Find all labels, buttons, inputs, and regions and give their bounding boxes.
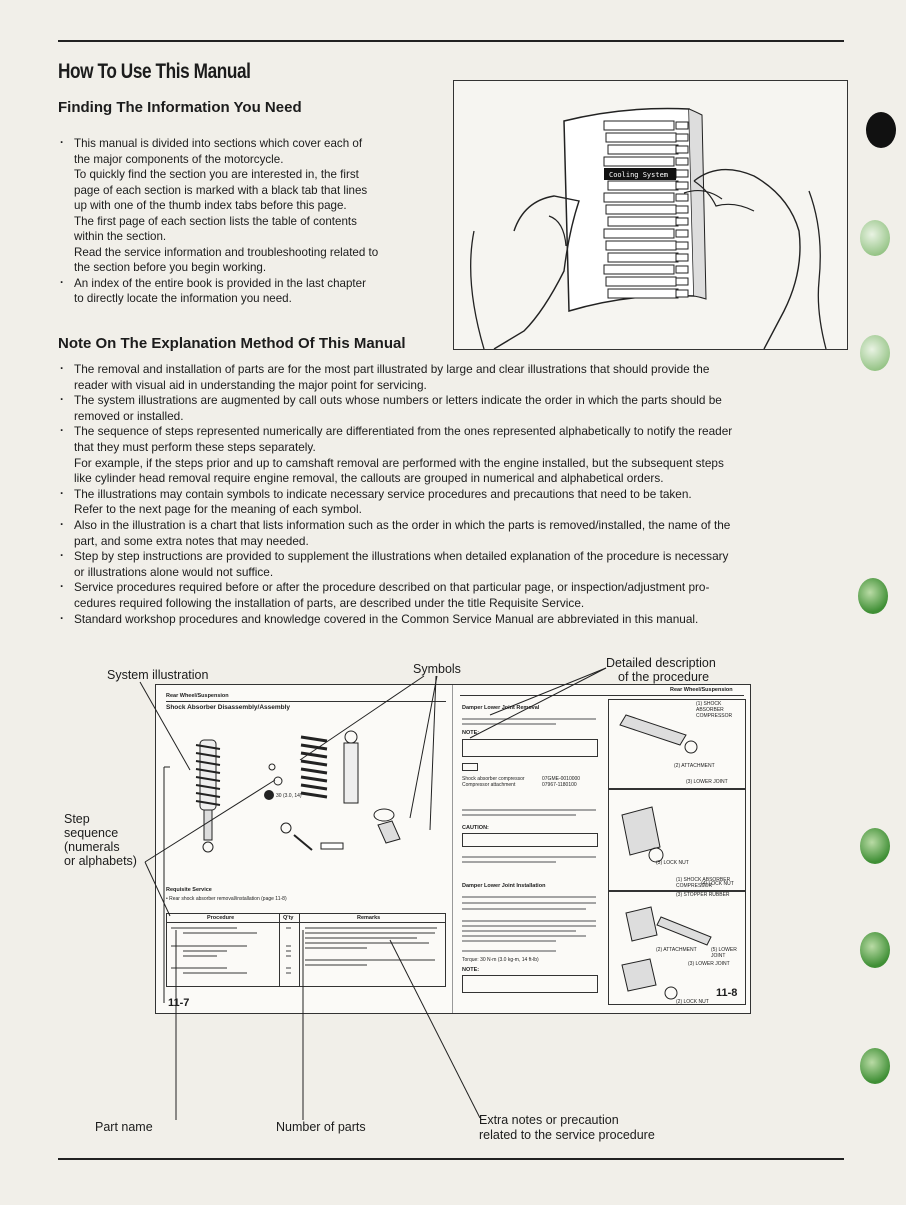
bullet-item: · The illustrations may contain symbols to indicate necessary service procedures and precautions that need to be taken. xyxy=(58,487,848,503)
bullet-item-line: or illustrations alone would not suffice. xyxy=(74,564,274,579)
bullet-item-line: like cylinder head removal require engine removal, the callouts are grouped in numerical and alphabetical orders. xyxy=(74,471,664,486)
right-heading-2: Damper Lower Joint Installation xyxy=(462,883,546,889)
requisite-service-heading: Requisite Service xyxy=(166,887,212,893)
label-detailed-description-1: Detailed description xyxy=(606,656,716,670)
table-header-remarks: Remarks xyxy=(357,915,381,921)
bullet-item: · The removal and installation of parts are for the most part illustrated by large and clear illustrations that should provide the xyxy=(58,362,848,378)
bottom-rule xyxy=(58,1158,844,1160)
figure-callout: (3) LOCK NUT xyxy=(656,860,689,866)
bullet-item: · An index of the entire book is provided in the last chapter xyxy=(58,276,443,292)
figure-callout: (1) SHOCK ABSORBER COMPRESSOR xyxy=(676,877,731,889)
label-step-sequence-3: (numerals xyxy=(64,840,120,854)
table-header-qty: Q'ty xyxy=(283,915,294,921)
figure-callout: (2) LOCK NUT xyxy=(676,999,709,1005)
left-page-header: Rear Wheel/Suspension xyxy=(166,693,229,699)
bullet-item-line: Read the service information and troubleshooting related to xyxy=(74,245,379,259)
figure-callout: (1) SHOCK ABSORBER COMPRESSOR xyxy=(696,701,733,719)
figure-callout: (2) ATTACHMENT xyxy=(674,763,715,769)
bullet-item-line: part, and some extra notes that may needed. xyxy=(74,533,309,548)
section2-heading: Note On The Explanation Method Of This Manual xyxy=(58,335,406,352)
figure-callout: (2) ATTACHMENT xyxy=(656,947,697,953)
bullet-item: · This manual is divided into sections which cover each of xyxy=(58,136,443,152)
right-page-number: 11-8 xyxy=(716,987,738,999)
bullet-item-line: the section before you begin working. xyxy=(74,261,267,274)
figure-callout: (3) STOPPER RUBBER xyxy=(676,892,730,898)
label-step-sequence-4: or alphabets) xyxy=(64,854,137,868)
figure-callout: (3) LOWER JOINT xyxy=(686,779,728,785)
label-extra-notes-2: related to the service procedure xyxy=(479,1128,655,1142)
tool-number-1: 07GME-0010000 xyxy=(542,776,581,782)
bullet-item-line: removed or installed. xyxy=(74,408,184,423)
caution-label: CAUTION: xyxy=(462,825,489,831)
section1-heading: Finding The Information You Need xyxy=(58,99,302,116)
bullet-item-line: to directly locate the information you need. xyxy=(74,292,292,305)
bullet-item-line: The first page of each section lists the table of contents xyxy=(74,214,357,228)
tool-name-2: Compressor attachment xyxy=(462,782,516,788)
note-label-2: NOTE: xyxy=(462,967,480,973)
label-system-illustration: System illustration xyxy=(107,668,209,682)
bullet-item-line: page of each section is marked with a black tab that lines xyxy=(74,183,368,197)
torque-callout: 30 (3.0, 14) xyxy=(276,793,302,799)
bullet-item-line: cedures required following the installation of parts, are described under the title Requisite Service. xyxy=(74,595,585,610)
bullet-item-line: Refer to the next page for the meaning of each symbol. xyxy=(74,502,362,517)
label-detailed-description-2: of the procedure xyxy=(618,670,710,684)
figure-callout: (4) LOCK NUT xyxy=(701,881,734,887)
figure-callout: (5) LOWER JOINT xyxy=(711,947,737,959)
bullet-item-line: the major components of the motorcycle. xyxy=(74,152,284,166)
left-page-subtitle: Shock Absorber Disassembly/Assembly xyxy=(166,704,291,711)
figure-callout: (3) LOWER JOINT xyxy=(688,961,730,967)
bullet-item: · The system illustrations are augmented by call outs whose numbers or letters indicate the order in which the parts should be xyxy=(58,393,848,409)
bullet-item-line: that they must perform these steps separately. xyxy=(74,439,316,454)
bullet-item-line: within the section. xyxy=(74,230,167,243)
bullet-item-line: To quickly find the section you are interested in, the first xyxy=(74,168,359,181)
requisite-service-text: • Rear shock absorber removal/installation (page 11-8) xyxy=(166,896,287,902)
label-step-sequence-1: Step xyxy=(64,812,90,826)
right-heading-1: Damper Lower Joint Removal xyxy=(462,705,540,711)
bullet-item-line: For example, if the steps prior and up to camshaft removal are performed with the engine installed, but the subsequent steps xyxy=(74,455,724,470)
right-page-header: Rear Wheel/Suspension xyxy=(670,687,733,693)
tool-name-1: Shock absorber compressor xyxy=(462,776,525,782)
label-symbols: Symbols xyxy=(413,662,461,676)
label-number-of-parts: Number of parts xyxy=(276,1120,366,1134)
label-step-sequence-2: sequence xyxy=(64,826,119,840)
table-header-procedure: Procedure xyxy=(207,915,235,921)
tab-label: Cooling System xyxy=(609,171,669,179)
bullet-item: · Also in the illustration is a chart that lists information such as the order in which the parts is removed/installed, the name of the xyxy=(58,518,848,534)
bullet-item: · Step by step instructions are provided to supplement the illustrations when detailed explanation of the procedure is necessary xyxy=(58,549,848,565)
bullet-item-line: up with one of the thumb index tabs before this page. xyxy=(74,199,347,212)
torque-line: Torque: 30 N·m (3.0 kg-m, 14 ft-lb) xyxy=(462,957,539,963)
note-label-1: NOTE: xyxy=(462,730,480,736)
left-page-number: 11-7 xyxy=(168,997,190,1009)
label-part-name: Part name xyxy=(95,1120,153,1134)
bullet-item: · Service procedures required before or after the procedure described on that particular page, or inspection/adjustment pro- xyxy=(58,580,848,596)
tool-number-2: 07967-1180100 xyxy=(542,782,577,788)
label-extra-notes-1: Extra notes or precaution xyxy=(479,1113,619,1127)
bullet-item: · The sequence of steps represented numerically are differentiated from the ones represented alphabetically to notify the reader xyxy=(58,424,848,440)
bullet-item-line: reader with visual aid in understanding the major point for servicing. xyxy=(74,377,427,392)
bullet-item: · Standard workshop procedures and knowledge covered in the Common Service Manual are abbreviated in this manual. xyxy=(58,612,848,628)
page-title: How To Use This Manual xyxy=(58,60,251,83)
